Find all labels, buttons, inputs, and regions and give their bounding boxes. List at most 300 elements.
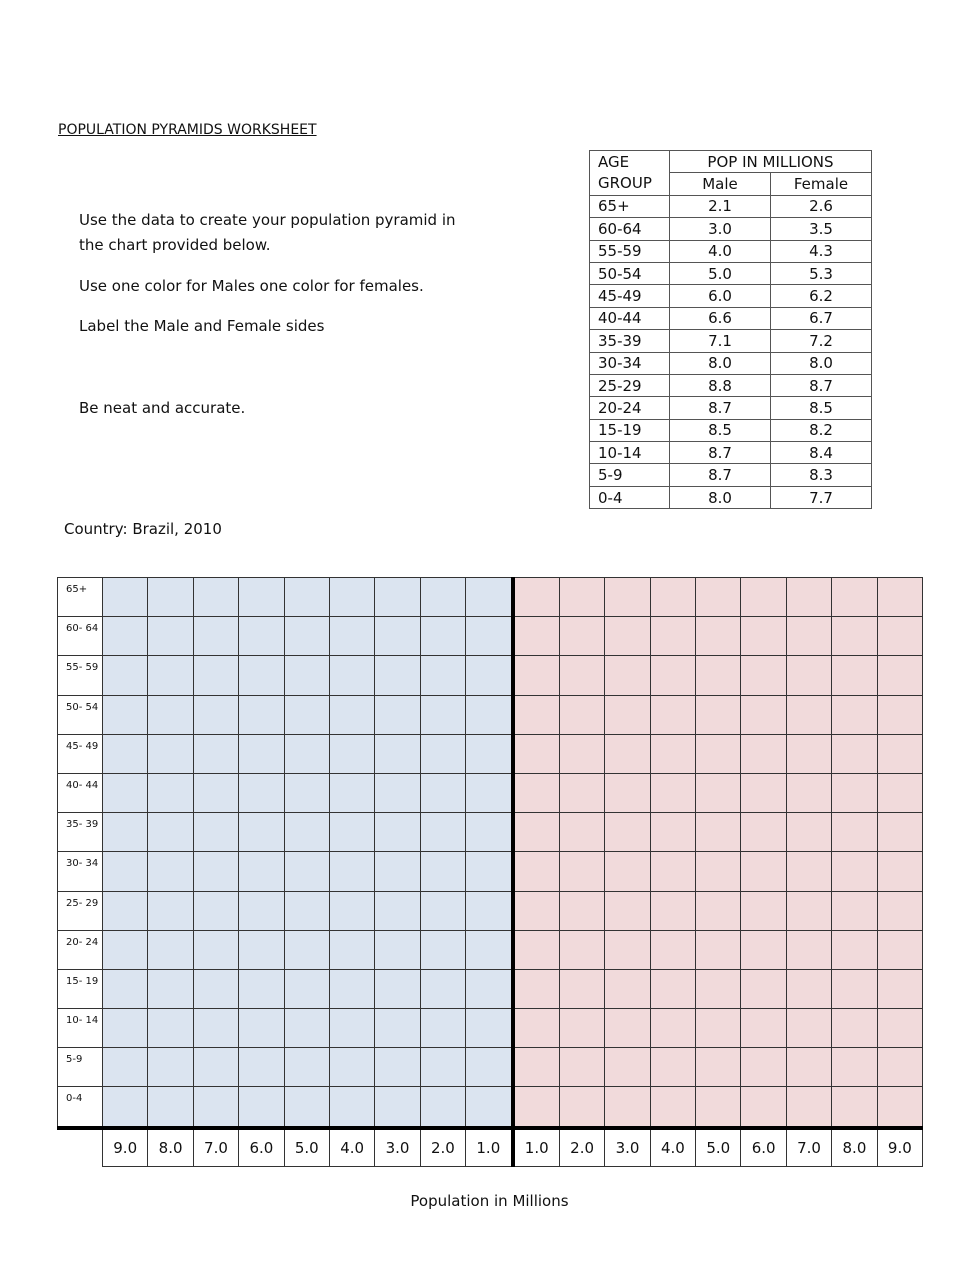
male-tick-label: 6.0 (239, 1128, 284, 1167)
male-grid-cell (148, 617, 193, 656)
female-grid-cell (605, 930, 650, 969)
female-grid-cell (696, 969, 741, 1008)
female-grid-cell (786, 852, 831, 891)
male-grid-cell (375, 1009, 420, 1048)
female-grid-cell (605, 773, 650, 812)
female-tick-label: 9.0 (877, 1128, 922, 1167)
female-grid-cell (832, 773, 877, 812)
female-grid-cell (559, 852, 604, 891)
female-grid-cell (650, 969, 695, 1008)
male-grid-cell (239, 1048, 284, 1087)
male-grid-cell (329, 656, 374, 695)
male-value: 8.0 (670, 486, 771, 508)
instruction-3: Label the Male and Female sides (79, 317, 325, 335)
male-value: 8.7 (670, 442, 771, 464)
instruction-4: Be neat and accurate. (79, 399, 246, 417)
grid-row (58, 578, 923, 617)
female-grid-cell (786, 734, 831, 773)
female-grid-cell (786, 656, 831, 695)
female-grid-cell (696, 617, 741, 656)
male-grid-cell (466, 1048, 513, 1087)
male-grid-cell (284, 1087, 329, 1128)
male-grid-cell (239, 813, 284, 852)
female-grid-cell (741, 969, 786, 1008)
male-grid-cell (375, 1087, 420, 1128)
male-grid-cell (466, 578, 513, 617)
female-grid-cell (741, 773, 786, 812)
male-value: 3.0 (670, 218, 771, 240)
male-grid-cell (329, 891, 374, 930)
female-grid-cell (559, 656, 604, 695)
male-grid-cell (239, 1087, 284, 1128)
data-table-row (590, 218, 872, 240)
female-grid-cell (877, 1087, 922, 1128)
female-grid-cell (832, 617, 877, 656)
female-grid-cell (832, 656, 877, 695)
male-grid-cell (420, 930, 465, 969)
grid-row (58, 656, 923, 695)
female-grid-cell (786, 773, 831, 812)
grid-age-label: 10- 14 (58, 1009, 103, 1048)
male-grid-cell (329, 578, 374, 617)
pyramid-chart (57, 577, 923, 1167)
female-grid-cell (741, 656, 786, 695)
female-grid-cell (786, 695, 831, 734)
female-grid-cell (877, 773, 922, 812)
male-grid-cell (103, 578, 148, 617)
male-grid-cell (329, 695, 374, 734)
grid-age-label: 30- 34 (58, 852, 103, 891)
male-grid-cell (103, 891, 148, 930)
female-grid-cell (605, 617, 650, 656)
male-grid-cell (466, 617, 513, 656)
male-grid-cell (103, 1087, 148, 1128)
female-grid-cell (513, 1048, 560, 1087)
female-grid-cell (513, 852, 560, 891)
male-grid-cell (193, 656, 238, 695)
male-grid-cell (148, 773, 193, 812)
female-grid-cell (832, 734, 877, 773)
male-grid-cell (329, 1009, 374, 1048)
female-value: 7.7 (771, 486, 872, 508)
male-value: 2.1 (670, 195, 771, 217)
male-grid-cell (239, 1009, 284, 1048)
female-value: 3.5 (771, 218, 872, 240)
male-grid-cell (148, 891, 193, 930)
male-grid-cell (193, 1087, 238, 1128)
male-grid-cell (148, 734, 193, 773)
male-grid-cell (284, 930, 329, 969)
male-grid-cell (329, 930, 374, 969)
male-grid-cell (193, 734, 238, 773)
female-tick-label: 1.0 (513, 1128, 560, 1167)
female-grid-cell (513, 891, 560, 930)
female-value: 2.6 (771, 195, 872, 217)
female-grid-cell (832, 969, 877, 1008)
female-grid-cell (513, 773, 560, 812)
male-grid-cell (103, 734, 148, 773)
age-cell: 55-59 (590, 240, 670, 262)
male-value: 4.0 (670, 240, 771, 262)
data-table-row (590, 352, 872, 374)
grid-age-label: 65+ (58, 578, 103, 617)
male-grid-cell (466, 891, 513, 930)
male-grid-cell (103, 1048, 148, 1087)
female-tick-label: 6.0 (741, 1128, 786, 1167)
male-grid-cell (329, 852, 374, 891)
age-cell: 0-4 (590, 486, 670, 508)
female-grid-cell (605, 813, 650, 852)
male-grid-cell (148, 813, 193, 852)
female-grid-cell (559, 773, 604, 812)
female-grid-cell (741, 578, 786, 617)
female-grid-cell (559, 930, 604, 969)
female-grid-cell (559, 617, 604, 656)
male-grid-cell (420, 617, 465, 656)
male-grid-cell (193, 969, 238, 1008)
data-table-row (590, 285, 872, 307)
male-grid-cell (420, 891, 465, 930)
grid-age-label: 50- 54 (58, 695, 103, 734)
male-tick-label: 4.0 (329, 1128, 374, 1167)
grid-age-label: 60- 64 (58, 617, 103, 656)
male-grid-cell (375, 891, 420, 930)
male-tick-label: 3.0 (375, 1128, 420, 1167)
female-grid-cell (786, 930, 831, 969)
female-grid-cell (832, 852, 877, 891)
age-cell: 45-49 (590, 285, 670, 307)
female-grid-cell (786, 813, 831, 852)
male-tick-label: 5.0 (284, 1128, 329, 1167)
instruction-1: Use the data to create your population pyramid in the chart provided below. (79, 211, 456, 254)
male-grid-cell (103, 813, 148, 852)
female-grid-cell (559, 1087, 604, 1128)
female-grid-cell (605, 1087, 650, 1128)
male-grid-cell (420, 734, 465, 773)
female-grid-cell (513, 656, 560, 695)
female-grid-cell (559, 578, 604, 617)
female-grid-cell (741, 1009, 786, 1048)
age-cell: 60-64 (590, 218, 670, 240)
male-grid-cell (148, 852, 193, 891)
female-grid-cell (877, 969, 922, 1008)
male-grid-cell (103, 773, 148, 812)
female-grid-cell (650, 734, 695, 773)
male-grid-cell (466, 773, 513, 812)
male-grid-cell (375, 734, 420, 773)
grid-row (58, 1009, 923, 1048)
female-tick-label: 3.0 (605, 1128, 650, 1167)
pop-millions-header: POP IN MILLIONS (670, 151, 872, 173)
female-tick-label: 8.0 (832, 1128, 877, 1167)
country-label: Country: Brazil, 2010 (64, 520, 222, 538)
female-grid-cell (696, 852, 741, 891)
worksheet-title: POPULATION PYRAMIDS WORKSHEET (58, 122, 317, 138)
grid-age-label: 55- 59 (58, 656, 103, 695)
male-grid-cell (239, 891, 284, 930)
female-grid-cell (786, 1009, 831, 1048)
female-grid-cell (513, 617, 560, 656)
female-grid-cell (650, 891, 695, 930)
male-grid-cell (466, 852, 513, 891)
data-table-row (590, 330, 872, 352)
male-grid-cell (103, 930, 148, 969)
x-axis-label: Population in Millions (410, 1192, 569, 1210)
female-grid-cell (877, 1048, 922, 1087)
female-grid-cell (650, 852, 695, 891)
male-grid-cell (103, 656, 148, 695)
female-grid-cell (877, 656, 922, 695)
male-grid-cell (239, 695, 284, 734)
grid-age-label: 25- 29 (58, 891, 103, 930)
female-grid-cell (513, 813, 560, 852)
male-value: 8.5 (670, 419, 771, 441)
grid-age-label: 0-4 (58, 1087, 103, 1128)
male-grid-cell (329, 1048, 374, 1087)
male-grid-cell (420, 969, 465, 1008)
male-grid-cell (329, 734, 374, 773)
male-header: Male (670, 173, 771, 195)
age-cell: 40-44 (590, 307, 670, 329)
instruction-2: Use one color for Males one color for females. (79, 277, 424, 295)
female-grid-cell (559, 969, 604, 1008)
male-grid-cell (284, 734, 329, 773)
male-grid-cell (239, 969, 284, 1008)
female-grid-cell (877, 734, 922, 773)
female-grid-cell (605, 656, 650, 695)
male-grid-cell (375, 695, 420, 734)
male-grid-cell (466, 695, 513, 734)
female-value: 8.4 (771, 442, 872, 464)
male-grid-cell (193, 930, 238, 969)
female-grid-cell (605, 852, 650, 891)
female-grid-cell (513, 930, 560, 969)
male-grid-cell (329, 813, 374, 852)
male-grid-cell (148, 578, 193, 617)
data-table-row (590, 240, 872, 262)
female-grid-cell (741, 695, 786, 734)
grid-age-label: 45- 49 (58, 734, 103, 773)
age-cell: 50-54 (590, 262, 670, 284)
male-grid-cell (466, 969, 513, 1008)
male-tick-label: 7.0 (193, 1128, 238, 1167)
female-grid-cell (650, 695, 695, 734)
male-grid-cell (284, 578, 329, 617)
female-grid-cell (559, 695, 604, 734)
male-grid-cell (284, 1009, 329, 1048)
male-grid-cell (420, 813, 465, 852)
male-value: 6.6 (670, 307, 771, 329)
male-value: 6.0 (670, 285, 771, 307)
male-grid-cell (239, 773, 284, 812)
female-grid-cell (696, 656, 741, 695)
female-value: 8.5 (771, 397, 872, 419)
age-cell: 35-39 (590, 330, 670, 352)
female-grid-cell (696, 930, 741, 969)
female-grid-cell (650, 1048, 695, 1087)
male-grid-cell (329, 617, 374, 656)
age-cell: 25-29 (590, 374, 670, 396)
female-grid-cell (696, 578, 741, 617)
data-table-row (590, 262, 872, 284)
male-grid-cell (193, 1009, 238, 1048)
male-tick-label: 2.0 (420, 1128, 465, 1167)
female-grid-cell (832, 1087, 877, 1128)
male-grid-cell (284, 891, 329, 930)
female-tick-label: 2.0 (559, 1128, 604, 1167)
male-grid-cell (420, 1009, 465, 1048)
female-grid-cell (605, 578, 650, 617)
male-grid-cell (466, 1009, 513, 1048)
grid-row (58, 1087, 923, 1128)
female-grid-cell (696, 813, 741, 852)
male-grid-cell (375, 578, 420, 617)
male-value: 8.0 (670, 352, 771, 374)
male-grid-cell (148, 1009, 193, 1048)
female-grid-cell (832, 695, 877, 734)
female-grid-cell (696, 1048, 741, 1087)
female-grid-cell (650, 1009, 695, 1048)
female-grid-cell (877, 1009, 922, 1048)
grid-row (58, 891, 923, 930)
female-grid-cell (741, 813, 786, 852)
axis-blank-cell (58, 1128, 103, 1167)
male-grid-cell (375, 930, 420, 969)
grid-row (58, 773, 923, 812)
female-grid-cell (877, 813, 922, 852)
male-grid-cell (148, 969, 193, 1008)
male-grid-cell (375, 656, 420, 695)
female-tick-label: 4.0 (650, 1128, 695, 1167)
grid-row (58, 969, 923, 1008)
age-cell: 10-14 (590, 442, 670, 464)
age-cell: 5-9 (590, 464, 670, 486)
female-value: 4.3 (771, 240, 872, 262)
male-value: 8.7 (670, 397, 771, 419)
female-grid-cell (605, 695, 650, 734)
female-value: 8.7 (771, 374, 872, 396)
female-value: 6.7 (771, 307, 872, 329)
grid-row (58, 734, 923, 773)
male-grid-cell (466, 930, 513, 969)
data-table-row (590, 419, 872, 441)
female-grid-cell (741, 1048, 786, 1087)
age-cell: 20-24 (590, 397, 670, 419)
female-grid-cell (696, 734, 741, 773)
female-grid-cell (741, 852, 786, 891)
grid-row (58, 813, 923, 852)
male-grid-cell (284, 617, 329, 656)
female-grid-cell (741, 1087, 786, 1128)
female-grid-cell (786, 578, 831, 617)
male-tick-label: 9.0 (103, 1128, 148, 1167)
female-grid-cell (605, 969, 650, 1008)
data-table-row (590, 397, 872, 419)
female-grid-cell (559, 1009, 604, 1048)
male-grid-cell (375, 969, 420, 1008)
male-grid-cell (375, 813, 420, 852)
male-grid-cell (375, 773, 420, 812)
female-grid-cell (877, 617, 922, 656)
grid-age-label: 15- 19 (58, 969, 103, 1008)
male-grid-cell (193, 773, 238, 812)
female-grid-cell (741, 930, 786, 969)
male-value: 8.7 (670, 464, 771, 486)
female-grid-cell (696, 773, 741, 812)
male-grid-cell (193, 617, 238, 656)
male-grid-cell (193, 695, 238, 734)
male-grid-cell (284, 1048, 329, 1087)
female-grid-cell (877, 891, 922, 930)
male-grid-cell (466, 656, 513, 695)
grid-row (58, 617, 923, 656)
male-grid-cell (420, 1087, 465, 1128)
female-grid-cell (650, 1087, 695, 1128)
age-cell: 15-19 (590, 419, 670, 441)
female-grid-cell (741, 617, 786, 656)
x-axis-row (58, 1128, 923, 1167)
female-grid-cell (513, 969, 560, 1008)
female-grid-cell (832, 1048, 877, 1087)
female-grid-cell (786, 891, 831, 930)
male-grid-cell (103, 617, 148, 656)
female-grid-cell (559, 813, 604, 852)
female-grid-cell (832, 578, 877, 617)
male-grid-cell (193, 813, 238, 852)
female-grid-cell (559, 734, 604, 773)
female-grid-cell (741, 734, 786, 773)
male-grid-cell (239, 578, 284, 617)
male-grid-cell (284, 656, 329, 695)
male-grid-cell (148, 1087, 193, 1128)
male-grid-cell (284, 813, 329, 852)
female-grid-cell (696, 1009, 741, 1048)
grid-row (58, 852, 923, 891)
male-value: 7.1 (670, 330, 771, 352)
male-grid-cell (193, 852, 238, 891)
male-grid-cell (375, 1048, 420, 1087)
male-grid-cell (193, 578, 238, 617)
male-grid-cell (148, 695, 193, 734)
female-grid-cell (877, 695, 922, 734)
male-grid-cell (420, 695, 465, 734)
male-value: 8.8 (670, 374, 771, 396)
male-grid-cell (193, 891, 238, 930)
grid-age-label: 35- 39 (58, 813, 103, 852)
male-grid-cell (329, 773, 374, 812)
female-grid-cell (786, 969, 831, 1008)
male-grid-cell (239, 617, 284, 656)
male-grid-cell (148, 1048, 193, 1087)
female-grid-cell (559, 891, 604, 930)
data-table-row (590, 442, 872, 464)
female-tick-label: 7.0 (786, 1128, 831, 1167)
male-grid-cell (284, 695, 329, 734)
male-grid-cell (239, 930, 284, 969)
female-grid-cell (786, 1048, 831, 1087)
female-value: 6.2 (771, 285, 872, 307)
female-grid-cell (605, 1048, 650, 1087)
grid-row (58, 1048, 923, 1087)
female-grid-cell (832, 891, 877, 930)
male-grid-cell (193, 1048, 238, 1087)
age-cell: 65+ (590, 195, 670, 217)
female-grid-cell (605, 891, 650, 930)
data-table-row (590, 464, 872, 486)
female-grid-cell (832, 1009, 877, 1048)
grid-row (58, 930, 923, 969)
female-grid-cell (650, 930, 695, 969)
